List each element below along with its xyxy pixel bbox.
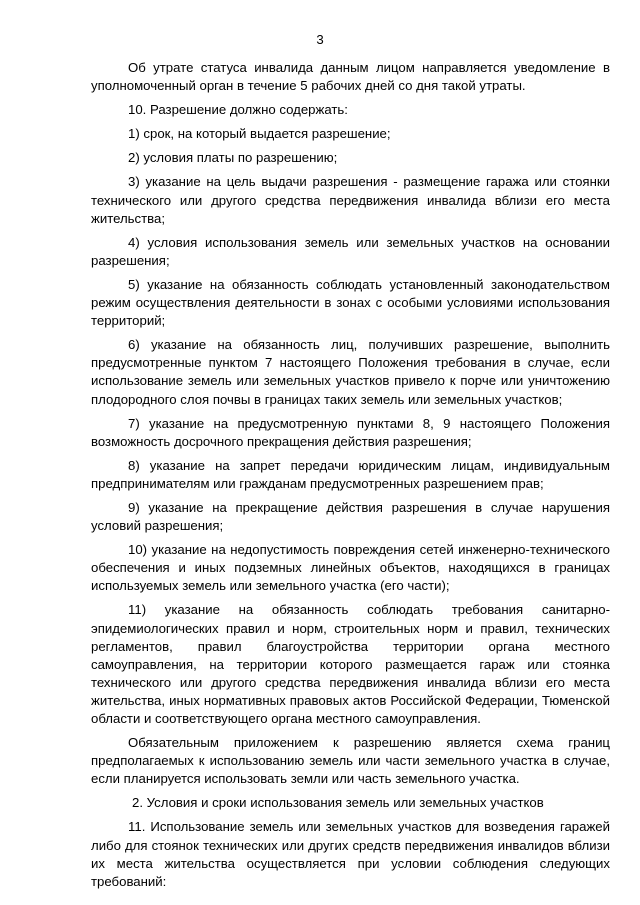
list-item-1: 1) срок, на который выдается разрешение; xyxy=(128,126,391,142)
list-item-6: 6) указание на обязанность лиц, получивших разрешение, выполнить предусмотренные пунктом 7 настоящего Положения требования в случае, если использование земель или земельных участков привело к порче или уничтожению плодородного слоя почвы в границах таких земель или земельных участков; xyxy=(91,337,610,407)
section-heading: 2. Условия и сроки использования земель или земельных участков xyxy=(132,795,544,811)
paragraph-attachment: Обязательным приложением к разрешению является схема границ предполагаемых к использованию земель или части земельного участка в случае, если планируется использовать земли или часть земельного участка. xyxy=(91,735,610,787)
document-body xyxy=(91,59,610,897)
paragraph-item-11: 11. Использование земель или земельных участков для возведения гаражей либо для стоянок технических или других средств передвижения инвалидов вблизи их места жительства осуществляется при условии соблюдения следующих требований: xyxy=(91,819,610,889)
paragraph-status-loss: Об утрате статуса инвалида данным лицом направляется уведомление в уполномоченный орган в течение 5 рабочих дней со дня такой утраты. xyxy=(91,60,610,94)
list-item-5: 5) указание на обязанность соблюдать установленный законодательством режим осуществления деятельности в зонах с особыми условиями использования территорий; xyxy=(91,276,610,329)
list-item-4: 4) условия использования земель или земельных участков на основании разрешения; xyxy=(91,234,610,268)
list-item-7: 7) указание на предусмотренную пунктами 8, 9 настоящего Положения возможность досрочного прекращения действия разрешения; xyxy=(91,415,610,449)
list-item-9: 9) указание на прекращение действия разрешения в случае нарушения условий разрешения; xyxy=(91,499,610,534)
list-item-11: 11) указание на обязанность соблюдать требования санитарно-эпидемиологических правил и норм, строительных норм и правил, технических регламентов, правил благоустройства территории органа местного самоуправления, на территории которого размещается гараж или стоянка технического или другого средства передвижения инвалида вблизи его места жительства, иных нормативных правовых актов Российской Федерации, Тюменской области и соответствующего органа местного самоуправления. xyxy=(91,602,610,726)
paragraph-item-10: 10. Разрешение должно содержать: xyxy=(128,102,348,118)
list-item-3: 3) указание на цель выдачи разрешения - размещение гаража или стоянки технического или другого средства передвижения инвалида вблизи его места жительства; xyxy=(91,174,610,226)
list-item-8: 8) указание на запрет передачи юридическим лицам, индивидуальным предпринимателям или гражданам предусмотренных разрешением прав; xyxy=(91,457,610,491)
list-item-10: 10) указание на недопустимость повреждения сетей инженерно-технического обеспечения и иных подземных линейных объектов, находящихся в границах используемых земель или земельного участка (его части); xyxy=(91,542,610,594)
list-item-2: 2) условия платы по разрешению; xyxy=(128,150,338,166)
page-number: 3 xyxy=(316,32,324,47)
